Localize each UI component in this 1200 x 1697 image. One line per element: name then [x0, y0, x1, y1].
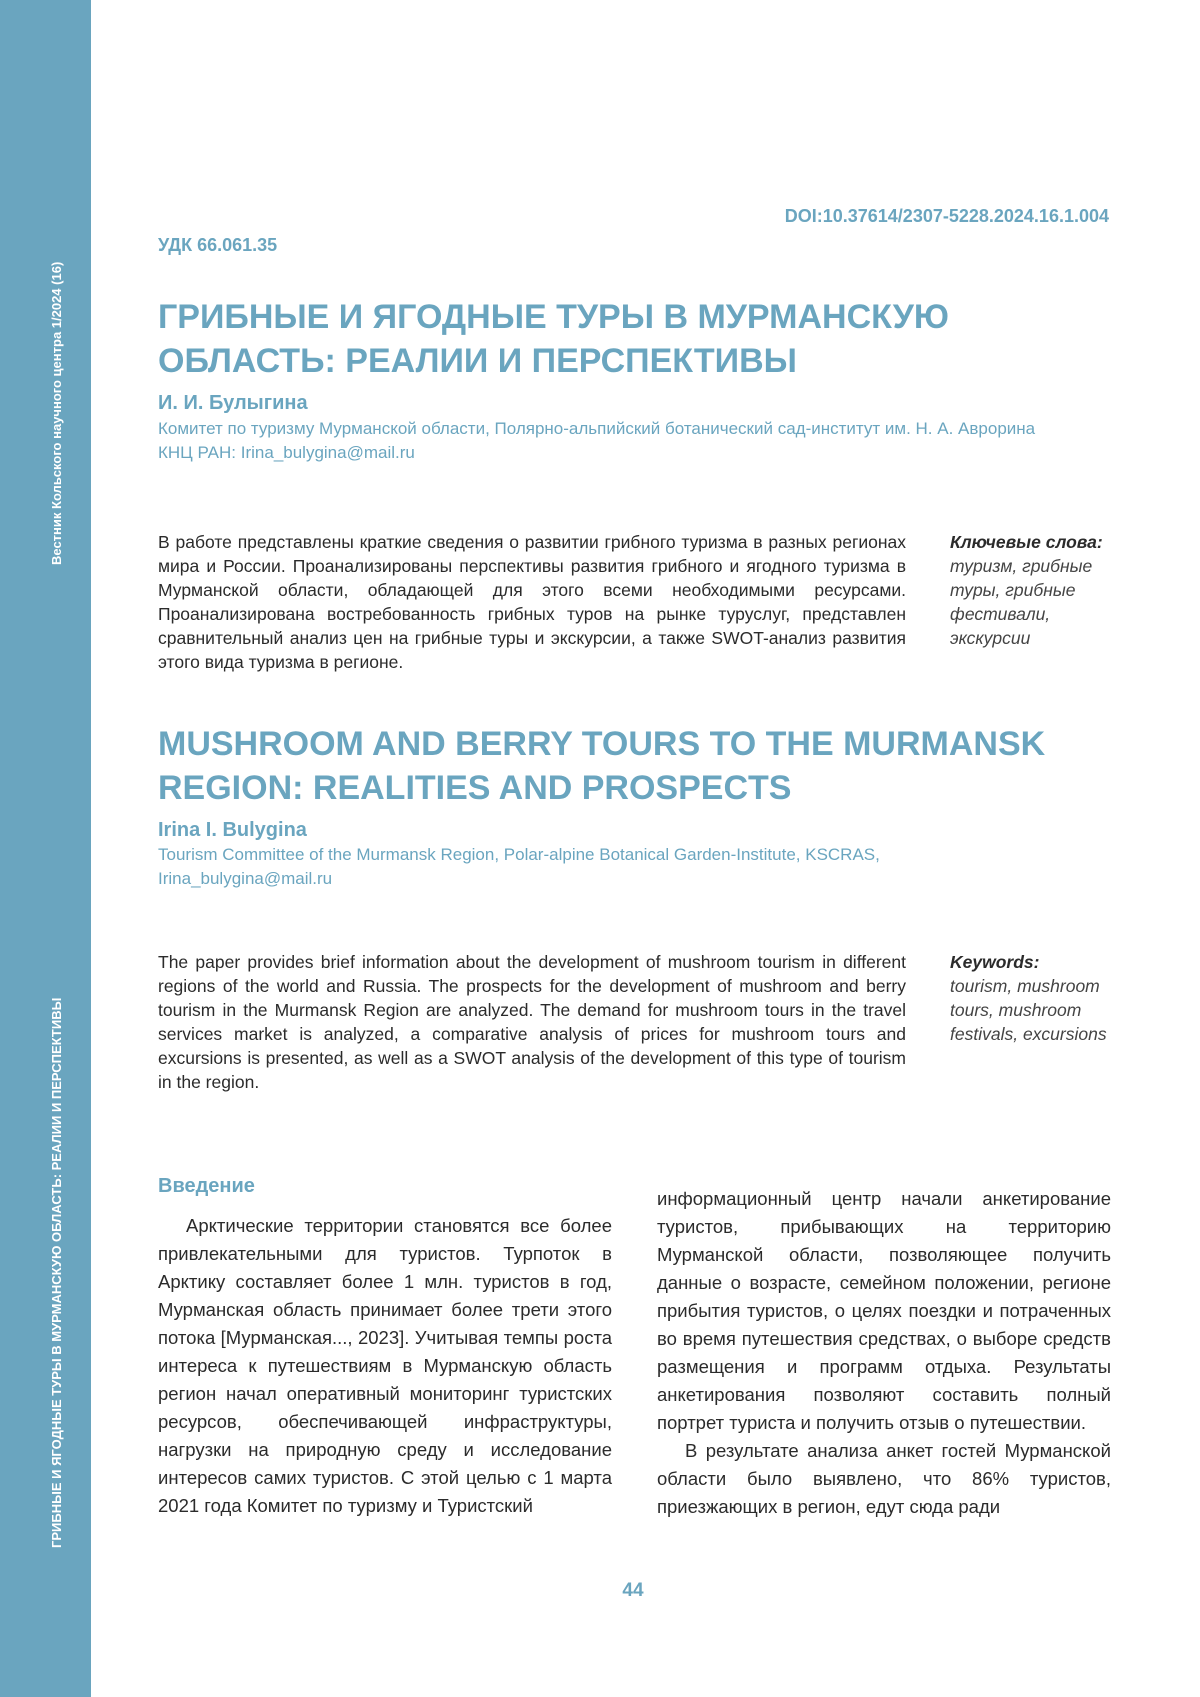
udk-code: УДК 66.061.35 — [158, 235, 277, 256]
journal-title-vertical: Вестник Кольского научного центра 1/2024 (16) — [49, 262, 64, 565]
section-heading-introduction: Введение — [158, 1175, 255, 1198]
body-paragraph: В результате анализа анкет гостей Мурманской области было выявлено, что 86% туристов, приезжающих в регион, едут сюда ради — [657, 1437, 1111, 1521]
keywords-label-ru: Ключевые слова: — [950, 530, 1120, 554]
keywords-text-en: tourism, mushroom tours, mushroom festivals, excursions — [950, 974, 1120, 1046]
affiliation-en: Tourism Committee of the Murmansk Region, Polar-alpine Botanical Garden-Institute, KSCRAS, Irina_bulygina@mail.ru — [158, 843, 1058, 891]
keywords-en — [950, 950, 1120, 1046]
body-paragraph: Арктические территории становятся все более привлекательными для туристов. Турпоток в Арктику составляет более 1 млн. туристов в год, Мурманская область принимает более трети этого потока [Мурманская..., 2023]. Учитывая темпы роста интереса к путешествиям в Мурманскую область регион начал оперативный мониторинг туристских ресурсов, обеспечивающей инфраструктуры, нагрузки на природную среду и исследование интересов самих туристов. С этой целью с 1 марта 2021 года Комитет по туризму и Туристский — [158, 1212, 612, 1520]
abstract-ru: В работе представлены краткие сведения о развитии грибного туризма в разных регионах мира и России. Проанализированы перспективы развития грибного и ягодного туризма в Мурманской области, обладающей для этого всеми необходимыми ресурсами. Проанализирована востребованность грибных туров на рынке туруслуг, представлен сравнительный анализ цен на грибные туры и экскурсии, а также SWOT-анализ развития этого вида туризма в регионе. — [158, 530, 906, 674]
doi-link[interactable]: DOI:10.37614/2307-5228.2024.16.1.004 — [785, 206, 1109, 227]
body-column-left — [158, 1212, 612, 1520]
keywords-ru — [950, 530, 1120, 650]
journal-sidebar — [0, 0, 91, 1697]
title-ru: ГРИБНЫЕ И ЯГОДНЫЕ ТУРЫ В МУРМАНСКУЮ ОБЛАСТЬ: РЕАЛИИ И ПЕРСПЕКТИВЫ — [158, 295, 1118, 383]
body-column-right — [657, 1185, 1111, 1521]
running-title-vertical: ГРИБНЫЕ И ЯГОДНЫЕ ТУРЫ В МУРМАНСКУЮ ОБЛАСТЬ: РЕАЛИИ И ПЕРСПЕКТИВЫ — [49, 998, 64, 1548]
abstract-en: The paper provides brief information about the development of mushroom tourism in different regions of the world and Russia. The prospects for the development of mushroom and berry tourism in the Murmansk Region are analyzed. The demand for mushroom tours in the travel services market is analyzed, a comparative analysis of prices for mushroom tours and excursions is presented, as well as a SWOT analysis of the development of this type of tourism in the region. — [158, 950, 906, 1094]
page-number: 44 — [0, 1580, 1200, 1602]
title-en: MUSHROOM AND BERRY TOURS TO THE MURMANSK REGION: REALITIES AND PROSPECTS — [158, 722, 1118, 810]
keywords-label-en: Keywords: — [950, 950, 1120, 974]
affiliation-ru: Комитет по туризму Мурманской области, Полярно-альпийский ботанический сад-институт им. Н. А. Аврорина КНЦ РАН: Irina_bulygina@mail.ru — [158, 417, 1058, 465]
author-en: Irina I. Bulygina — [158, 819, 307, 842]
body-paragraph: информационный центр начали анкетирование туристов, прибывающих на территорию Мурманской области, позволяющее получить данные о возрасте, семейном положении, регионе прибытия туристов, о целях поездки и потраченных во время путешествия средствах, о выборе средств размещения и программ отдыха. Результаты анкетирования позволяют составить полный портрет туриста и получить отзыв о путешествии. — [657, 1185, 1111, 1437]
author-ru: И. И. Булыгина — [158, 392, 308, 415]
keywords-text-ru: туризм, грибные туры, грибные фестивали, экскурсии — [950, 554, 1120, 650]
